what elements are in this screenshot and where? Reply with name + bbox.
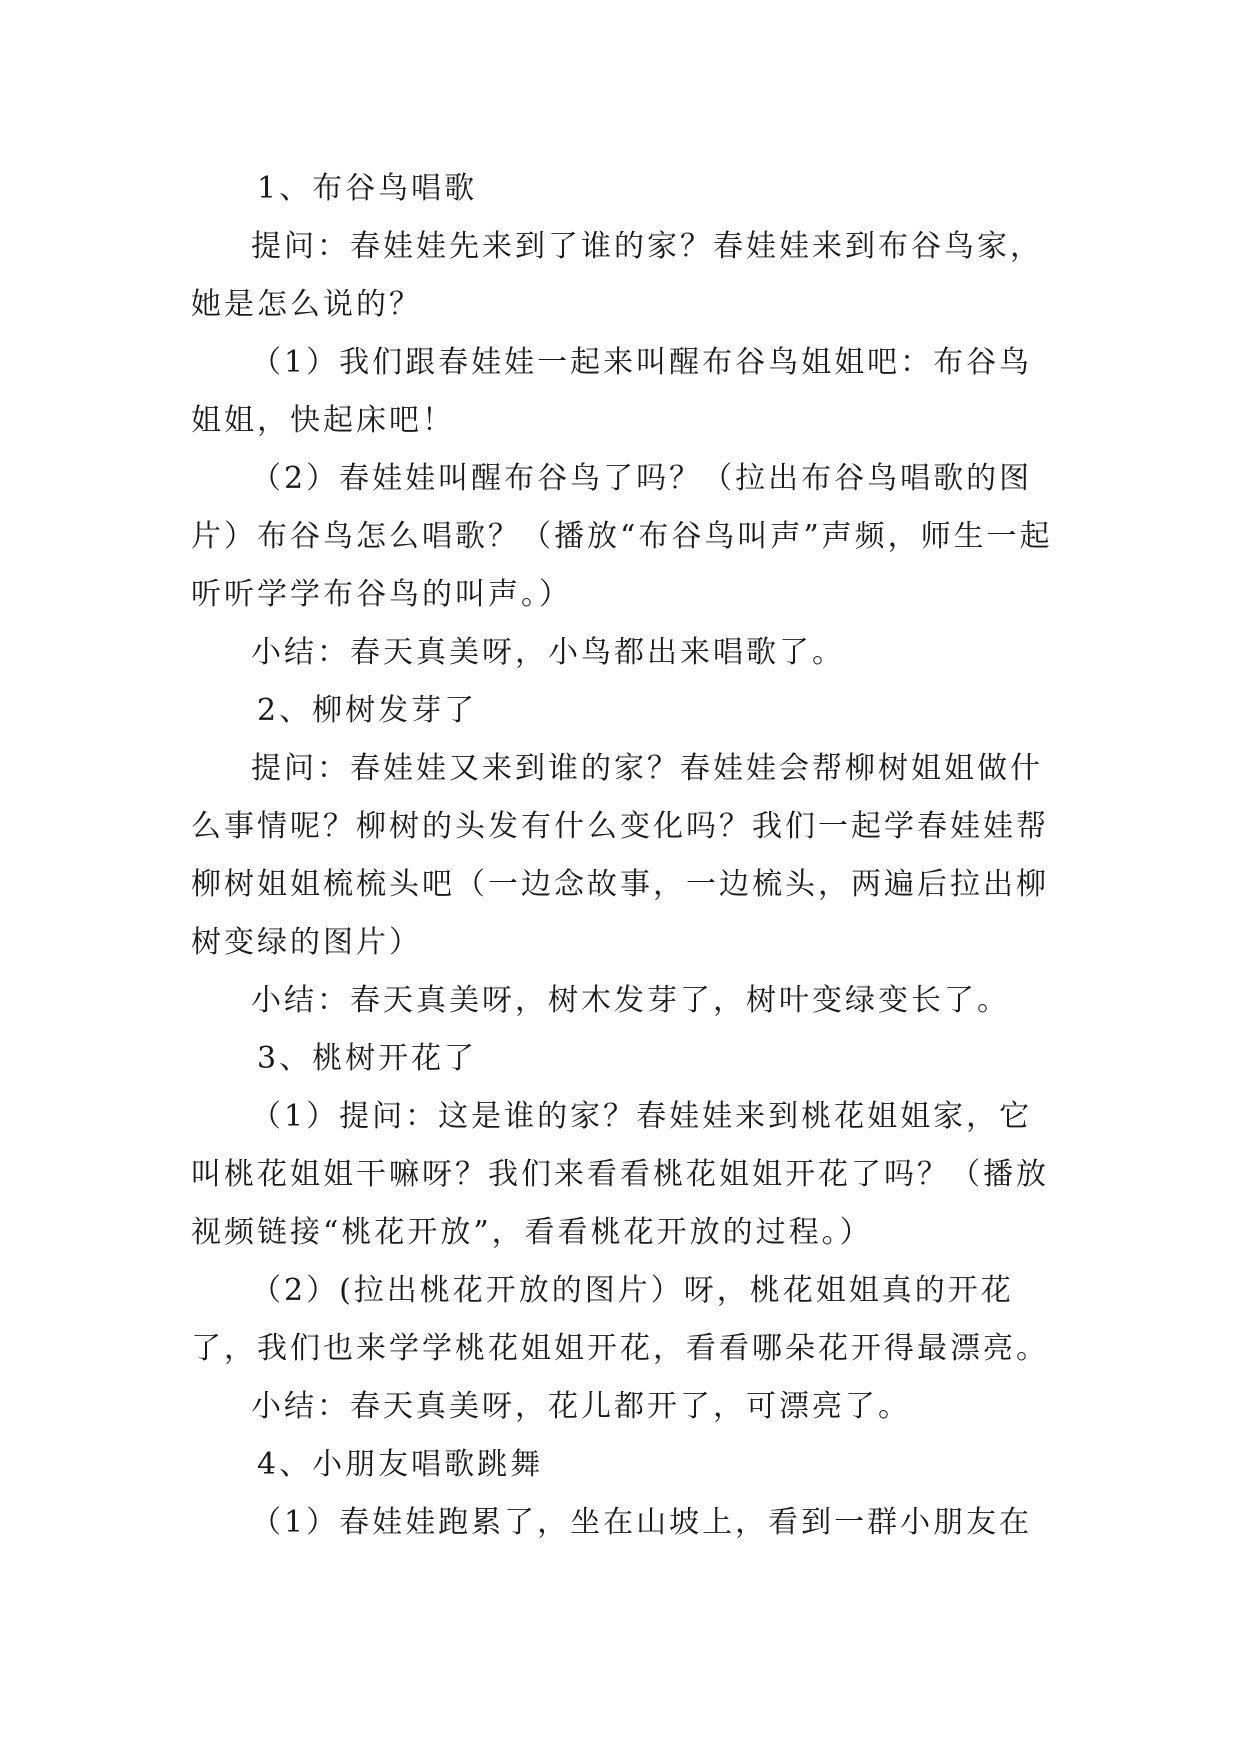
section-heading-cuckoo: 1、布谷鸟唱歌 bbox=[257, 171, 478, 206]
section-heading-peach: 3、桃树开花了 bbox=[257, 1041, 478, 1076]
summary-paragraph: 小结：春天真美呀，花儿都开了，可漂亮了。 bbox=[251, 1389, 911, 1424]
step-paragraph: （2）春娃娃叫醒布谷鸟了吗？（拉出布谷鸟唱歌的图片）布谷鸟怎么唱歌？（播放“布谷鸟叫声”声频，师生一起听听学学布谷鸟的叫声。） bbox=[191, 461, 1053, 612]
step-paragraph: （2）(拉出桃花开放的图片）呀，桃花姐姐真的开花了，我们也来学学桃花姐姐开花，看看哪朵花开得最漂亮。 bbox=[191, 1273, 1049, 1366]
document-body bbox=[191, 160, 1057, 1552]
question-paragraph: 提问：春娃娃先来到了谁的家？春娃娃来到布谷鸟家，她是怎么说的？ bbox=[191, 229, 1043, 322]
step-paragraph: （1）春娃娃跑累了，坐在山坡上，看到一群小朋友在 bbox=[251, 1505, 1033, 1540]
summary-paragraph: 小结：春天真美呀，树木发芽了，树叶变绿变长了。 bbox=[251, 983, 1010, 1018]
step-paragraph: （1）我们跟春娃娃一起来叫醒布谷鸟姐姐吧：布谷鸟姐姐，快起床吧！ bbox=[191, 345, 1033, 438]
step-paragraph: （1）提问：这是谁的家？春娃娃来到桃花姐姐家，它叫桃花姐姐干嘛呀？我们来看看桃花姐姐开花了吗？（播放视频链接“桃花开放”，看看桃花开放的过程。） bbox=[191, 1099, 1049, 1250]
question-paragraph: 提问：春娃娃又来到谁的家？春娃娃会帮柳树姐姐做什么事情呢？柳树的头发有什么变化吗？我们一起学春娃娃帮柳树姐姐梳梳头吧（一边念故事，一边梳头，两遍后拉出柳树变绿的图片） bbox=[191, 751, 1049, 960]
summary-paragraph: 小结：春天真美呀，小鸟都出来唱歌了。 bbox=[251, 635, 845, 670]
section-heading-willow: 2、柳树发芽了 bbox=[257, 693, 478, 728]
section-heading-children: 4、小朋友唱歌跳舞 bbox=[257, 1447, 544, 1482]
